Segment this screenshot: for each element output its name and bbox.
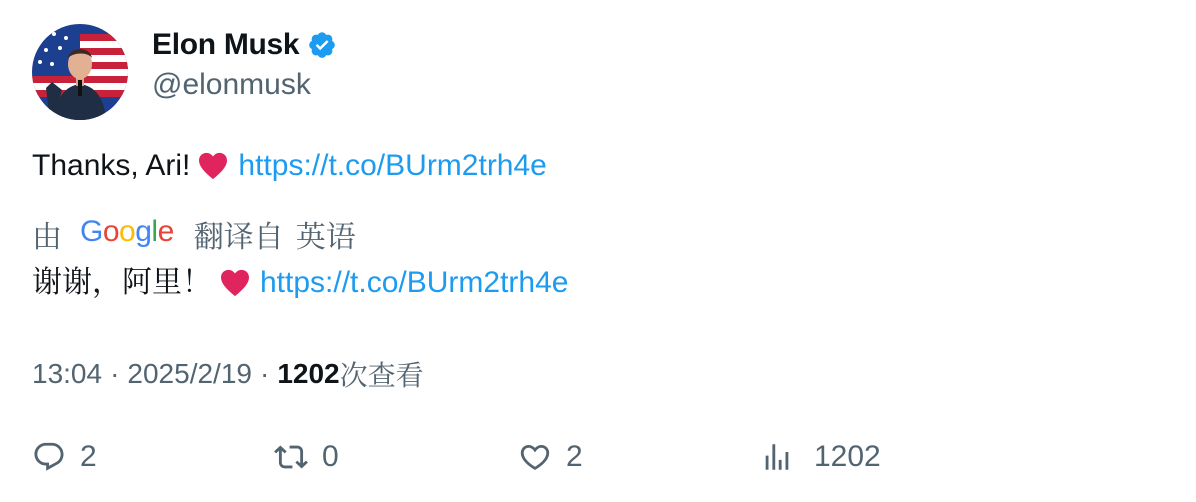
translation-attribution	[32, 212, 356, 256]
reply-count: 2	[80, 440, 97, 473]
views-count: 1202	[277, 358, 340, 389]
heart-emoji-icon	[198, 152, 228, 180]
google-logo[interactable]: Google	[80, 215, 174, 248]
author-display-name[interactable]: Elon Musk	[152, 28, 300, 61]
author-handle[interactable]: @elonmusk	[152, 68, 311, 101]
source-language: 英语	[295, 221, 356, 254]
meta-separator: ·	[110, 358, 120, 389]
views-action-count: 1202	[814, 440, 881, 473]
translated-text-body: 谢谢，阿里！	[32, 266, 212, 299]
avatar[interactable]	[32, 24, 128, 120]
tweet-meta	[32, 354, 424, 394]
translated-from-label: 翻译自	[193, 221, 284, 254]
tweet-link[interactable]: https://t.co/BUrm2trh4e	[238, 149, 547, 182]
verified-badge-icon[interactable]	[307, 30, 337, 60]
tweet-text-body: Thanks, Ari!	[32, 149, 191, 182]
tweet-date[interactable]: 2025/2/19	[127, 358, 252, 389]
tweet-text	[32, 148, 547, 184]
like-count: 2	[566, 440, 583, 473]
analytics-icon	[760, 440, 794, 474]
tweet-time[interactable]: 13:04	[32, 358, 103, 389]
avatar-image	[32, 24, 128, 120]
heart-emoji-icon	[220, 269, 250, 297]
views-label: 次查看	[339, 360, 424, 391]
like-button[interactable]	[518, 440, 583, 474]
retweet-count: 0	[322, 440, 339, 473]
retweet-button[interactable]	[274, 440, 339, 474]
like-icon	[518, 440, 552, 474]
author-name-row	[152, 28, 337, 62]
reply-icon	[32, 440, 66, 474]
meta-separator: ·	[259, 358, 270, 389]
translation-by-label: 由	[32, 221, 62, 254]
retweet-icon	[274, 440, 308, 474]
translated-link[interactable]: https://t.co/BUrm2trh4e	[260, 266, 569, 299]
reply-button[interactable]	[32, 440, 97, 474]
views-button[interactable]	[760, 440, 881, 474]
translated-text	[32, 265, 568, 301]
